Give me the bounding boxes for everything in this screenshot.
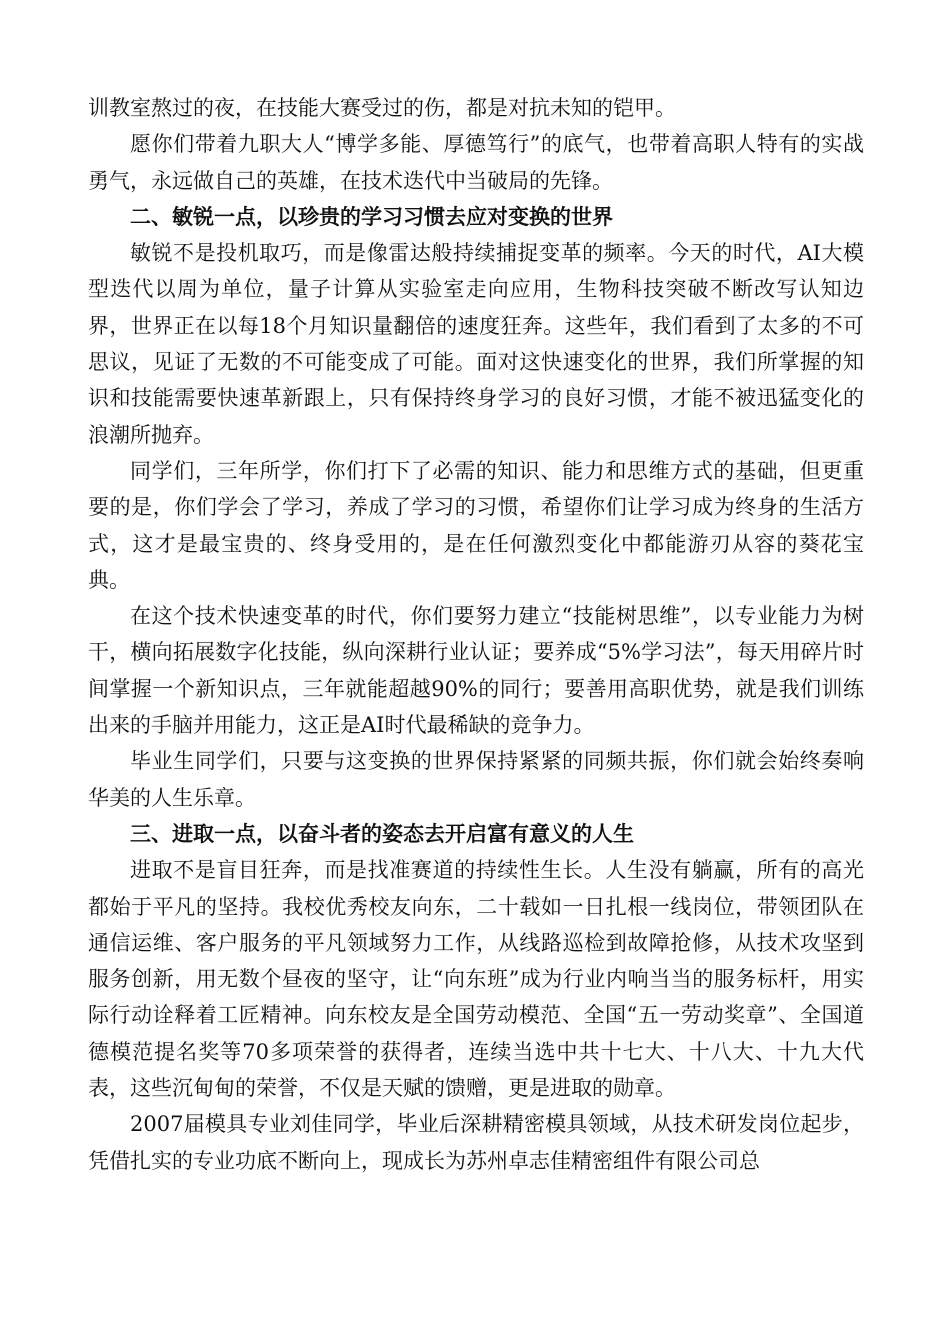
paragraph: 同学们，三年所学，你们打下了必需的知识、能力和思维方式的基础，但更重要的是，你们学会了学习，养成了学习的习惯，希望你们让学习成为终身的生活方式，这才是最宝贵的、终身受用的，是在任何激烈变化中都能游刃从容的葵花宝典。 bbox=[88, 458, 864, 592]
section-heading: 三、进取一点，以奋斗者的姿态去开启富有意义的人生 bbox=[130, 821, 634, 846]
paragraph: 毕业生同学们，只要与这变换的世界保持紧紧的同频共振，你们就会始终奏响华美的人生乐章。 bbox=[88, 749, 864, 810]
paragraph: 敏锐不是投机取巧，而是像雷达般持续捕捉变革的频率。今天的时代，AI大模型迭代以周为单位，量子计算从实验室走向应用，生物科技突破不断改写认知边界，世界正在以每18个月知识量翻倍的速度狂奔。这些年，我们看到了太多的不可思议，见证了无数的不可能变成了可能。面对这快速变化的世界，我们所掌握的知识和技能需要快速革新跟上，只有保持终身学习的良好习惯，才能不被迅猛变化的浪潮所抛弃。 bbox=[88, 241, 864, 447]
paragraph: 在这个技术快速变革的时代，你们要努力建立“技能树思维”，以专业能力为树干，横向拓展数字化技能，纵向深耕行业认证；要养成“5%学习法”，每天用碎片时间掌握一个新知识点，三年就能超越90%的同行；要善用高职优势，就是我们训练出来的手脑并用能力，这正是AI时代最稀缺的竞争力。 bbox=[88, 604, 864, 738]
paragraph: 愿你们带着九职大人“博学多能、厚德笃行”的底气，也带着高职人特有的实战勇气，永远做自己的英雄，在技术迭代中当破局的先锋。 bbox=[88, 132, 864, 193]
section-heading: 二、敏锐一点，以珍贵的学习习惯去应对变换的世界 bbox=[130, 204, 613, 229]
paragraph: 2007届模具专业刘佳同学，毕业后深耕精密模具领域，从技术研发岗位起步，凭借扎实的专业功底不断向上，现成长为苏州卓志佳精密组件有限公司总 bbox=[88, 1112, 864, 1173]
document-page bbox=[88, 90, 864, 1179]
paragraph: 进取不是盲目狂奔，而是找准赛道的持续性生长。人生没有躺赢，所有的高光都始于平凡的坚持。我校优秀校友向东，二十载如一日扎根一线岗位，带领团队在通信运维、客户服务的平凡领域努力工作，从线路巡检到故障抢修，从技术攻坚到服务创新，用无数个昼夜的坚守，让“向东班”成为行业内响当当的服务标杆，用实际行动诠释着工匠精神。向东校友是全国劳动模范、全国“五一劳动奖章”、全国道德模范提名奖等70多项荣誉的获得者，连续当选中共十七大、十八大、十九大代表，这些沉甸甸的荣誉，不仅是天赋的馈赠，更是进取的勋章。 bbox=[88, 858, 864, 1101]
paragraph: 训教室熬过的夜，在技能大赛受过的伤，都是对抗未知的铠甲。 bbox=[88, 96, 676, 120]
